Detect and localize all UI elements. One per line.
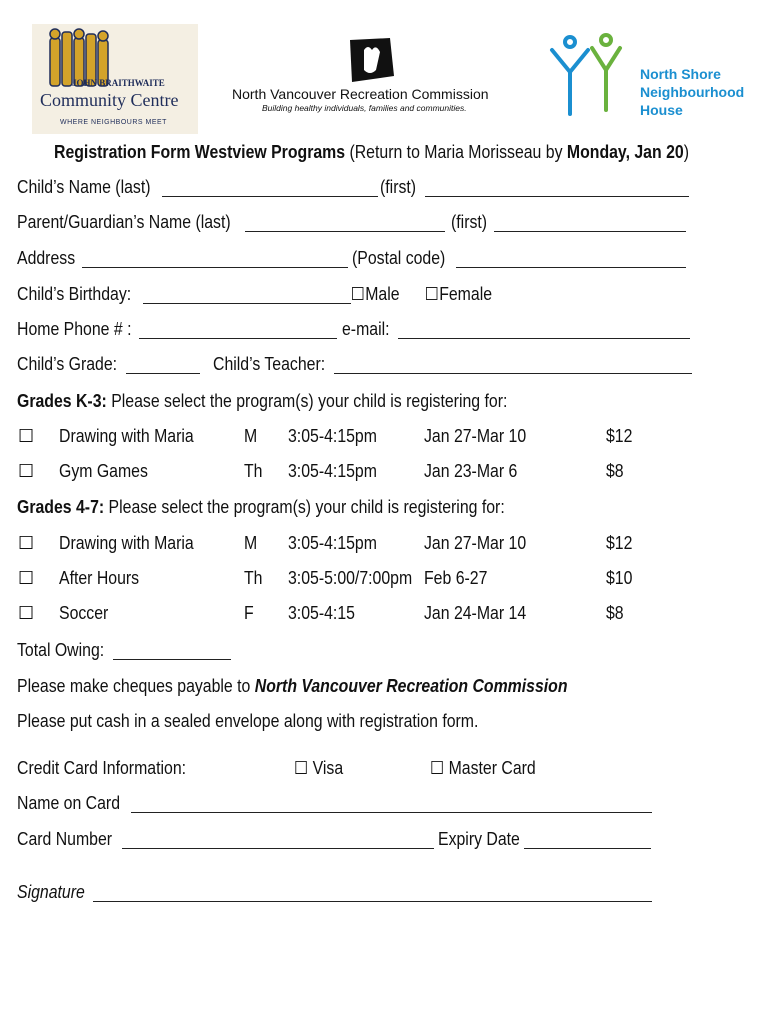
title-end: ) <box>683 142 689 162</box>
people-figures-icon <box>540 22 630 122</box>
program-checkbox[interactable]: ☐ <box>18 533 35 553</box>
ns-line2: Neighbourhood <box>640 84 745 100</box>
mastercard-option[interactable]: ☐ Master Card <box>430 758 536 778</box>
male-option[interactable] <box>352 284 406 305</box>
postal-label: (Postal code) <box>352 248 446 268</box>
program-day: M <box>244 426 258 446</box>
program-checkbox[interactable]: ☐ <box>18 426 35 446</box>
ns-line1: North Shore <box>640 66 721 82</box>
child-first-input[interactable] <box>425 196 689 197</box>
total-owing-input[interactable] <box>113 659 231 660</box>
postal-input[interactable] <box>456 267 686 268</box>
program-day: Th <box>244 461 263 481</box>
jb-logo-line1: JOHN BRAITHWAITE <box>72 78 165 88</box>
program-checkbox[interactable]: ☐ <box>18 461 35 481</box>
total-owing-label: Total Owing: <box>17 640 105 660</box>
program-price: $8 <box>606 603 624 623</box>
program-dates: Feb 6-27 <box>424 568 488 588</box>
program-price: $12 <box>606 426 633 446</box>
program-name: After Hours <box>59 568 140 588</box>
jb-logo-line2: Community Centre <box>40 90 179 110</box>
birthday-input[interactable] <box>143 303 351 304</box>
parent-last-input[interactable] <box>245 231 445 232</box>
program-time: 3:05-4:15pm <box>288 533 377 553</box>
handprint-icon <box>342 36 402 86</box>
female-label: Female <box>439 284 493 304</box>
card-number-label: Card Number <box>17 829 113 849</box>
parent-first-input[interactable] <box>494 231 686 232</box>
email-input[interactable] <box>398 338 690 339</box>
visa-option[interactable]: ☐ Visa <box>294 758 344 778</box>
teacher-label: Child’s Teacher: <box>213 354 326 374</box>
grade-label: Child’s Grade: <box>17 354 118 374</box>
program-checkbox[interactable]: ☐ <box>18 568 35 588</box>
nvrc-tagline: Building healthy individuals, families and communities. <box>262 103 467 113</box>
title-date: Monday, Jan 20 <box>566 142 684 162</box>
card-number-input[interactable] <box>122 848 434 849</box>
nvrc-name: North Vancouver Recreation Commission <box>232 86 489 102</box>
male-checkbox[interactable] <box>352 287 363 300</box>
child-last-input[interactable] <box>162 196 378 197</box>
form-title <box>54 142 770 163</box>
male-label: Male <box>365 284 400 304</box>
program-name: Soccer <box>59 603 109 623</box>
program-time: 3:05-4:15pm <box>288 426 377 446</box>
email-label: e-mail: <box>342 319 390 339</box>
cheque-payee: North Vancouver Recreation Commission <box>254 676 568 696</box>
teacher-input[interactable] <box>334 373 692 374</box>
program-name: Gym Games <box>59 461 148 481</box>
nvrc-logo <box>232 36 502 116</box>
program-price: $10 <box>606 568 633 588</box>
program-checkbox[interactable]: ☐ <box>18 603 35 623</box>
program-name: Drawing with Maria <box>59 426 194 446</box>
program-dates: Jan 27-Mar 10 <box>424 533 527 553</box>
north-shore-neighbourhood-house-logo <box>540 22 750 122</box>
parent-first-label: (first) <box>451 212 488 232</box>
grade-input[interactable] <box>126 373 200 374</box>
title-mid: (Return to Maria Morisseau by <box>345 142 567 162</box>
jb-logo-tagline: WHERE NEIGHBOURS MEET <box>60 119 167 126</box>
expiry-date-label: Expiry Date <box>438 829 520 849</box>
program-time: 3:05-4:15 <box>288 603 355 623</box>
name-on-card-label: Name on Card <box>17 793 121 813</box>
birthday-label: Child’s Birthday: <box>17 284 132 304</box>
program-dates: Jan 24-Mar 14 <box>424 603 527 623</box>
address-label: Address <box>17 248 76 268</box>
ns-line3: House <box>640 102 683 118</box>
program-day: F <box>244 603 254 623</box>
john-braithwaite-logo <box>32 24 198 134</box>
parent-last-label: Parent/Guardian’s Name (last) <box>17 212 231 232</box>
expiry-date-input[interactable] <box>524 848 651 849</box>
program-time: 3:05-5:00/7:00pm <box>288 568 413 588</box>
program-day: M <box>244 533 258 553</box>
program-time: 3:05-4:15pm <box>288 461 377 481</box>
title-bold: Registration Form Westview Programs <box>54 142 346 162</box>
signature-label: Signature <box>17 882 85 902</box>
phone-label: Home Phone # : <box>17 319 132 339</box>
group-k3-heading: Grades K-3: Please select the program(s) your child is registering for: <box>17 391 508 411</box>
program-dates: Jan 23-Mar 6 <box>424 461 518 481</box>
child-first-label: (first) <box>380 177 417 197</box>
program-day: Th <box>244 568 263 588</box>
group-4-7-heading: Grades 4-7: Please select the program(s) your child is registering for: <box>17 497 505 517</box>
cheque-instruction: Please make cheques payable to North Vancouver Recreation Commission <box>17 676 568 696</box>
program-dates: Jan 27-Mar 10 <box>424 426 527 446</box>
child-last-label: Child’s Name (last) <box>17 177 151 197</box>
program-price: $8 <box>606 461 624 481</box>
signature-input[interactable] <box>93 901 652 902</box>
program-name: Drawing with Maria <box>59 533 194 553</box>
address-input[interactable] <box>82 267 348 268</box>
female-option[interactable] <box>426 284 501 305</box>
credit-card-label: Credit Card Information: <box>17 758 187 778</box>
name-on-card-input[interactable] <box>131 812 652 813</box>
cash-instruction: Please put cash in a sealed envelope along with registration form. <box>17 711 479 731</box>
phone-input[interactable] <box>139 338 337 339</box>
program-price: $12 <box>606 533 633 553</box>
female-checkbox[interactable] <box>426 287 437 300</box>
